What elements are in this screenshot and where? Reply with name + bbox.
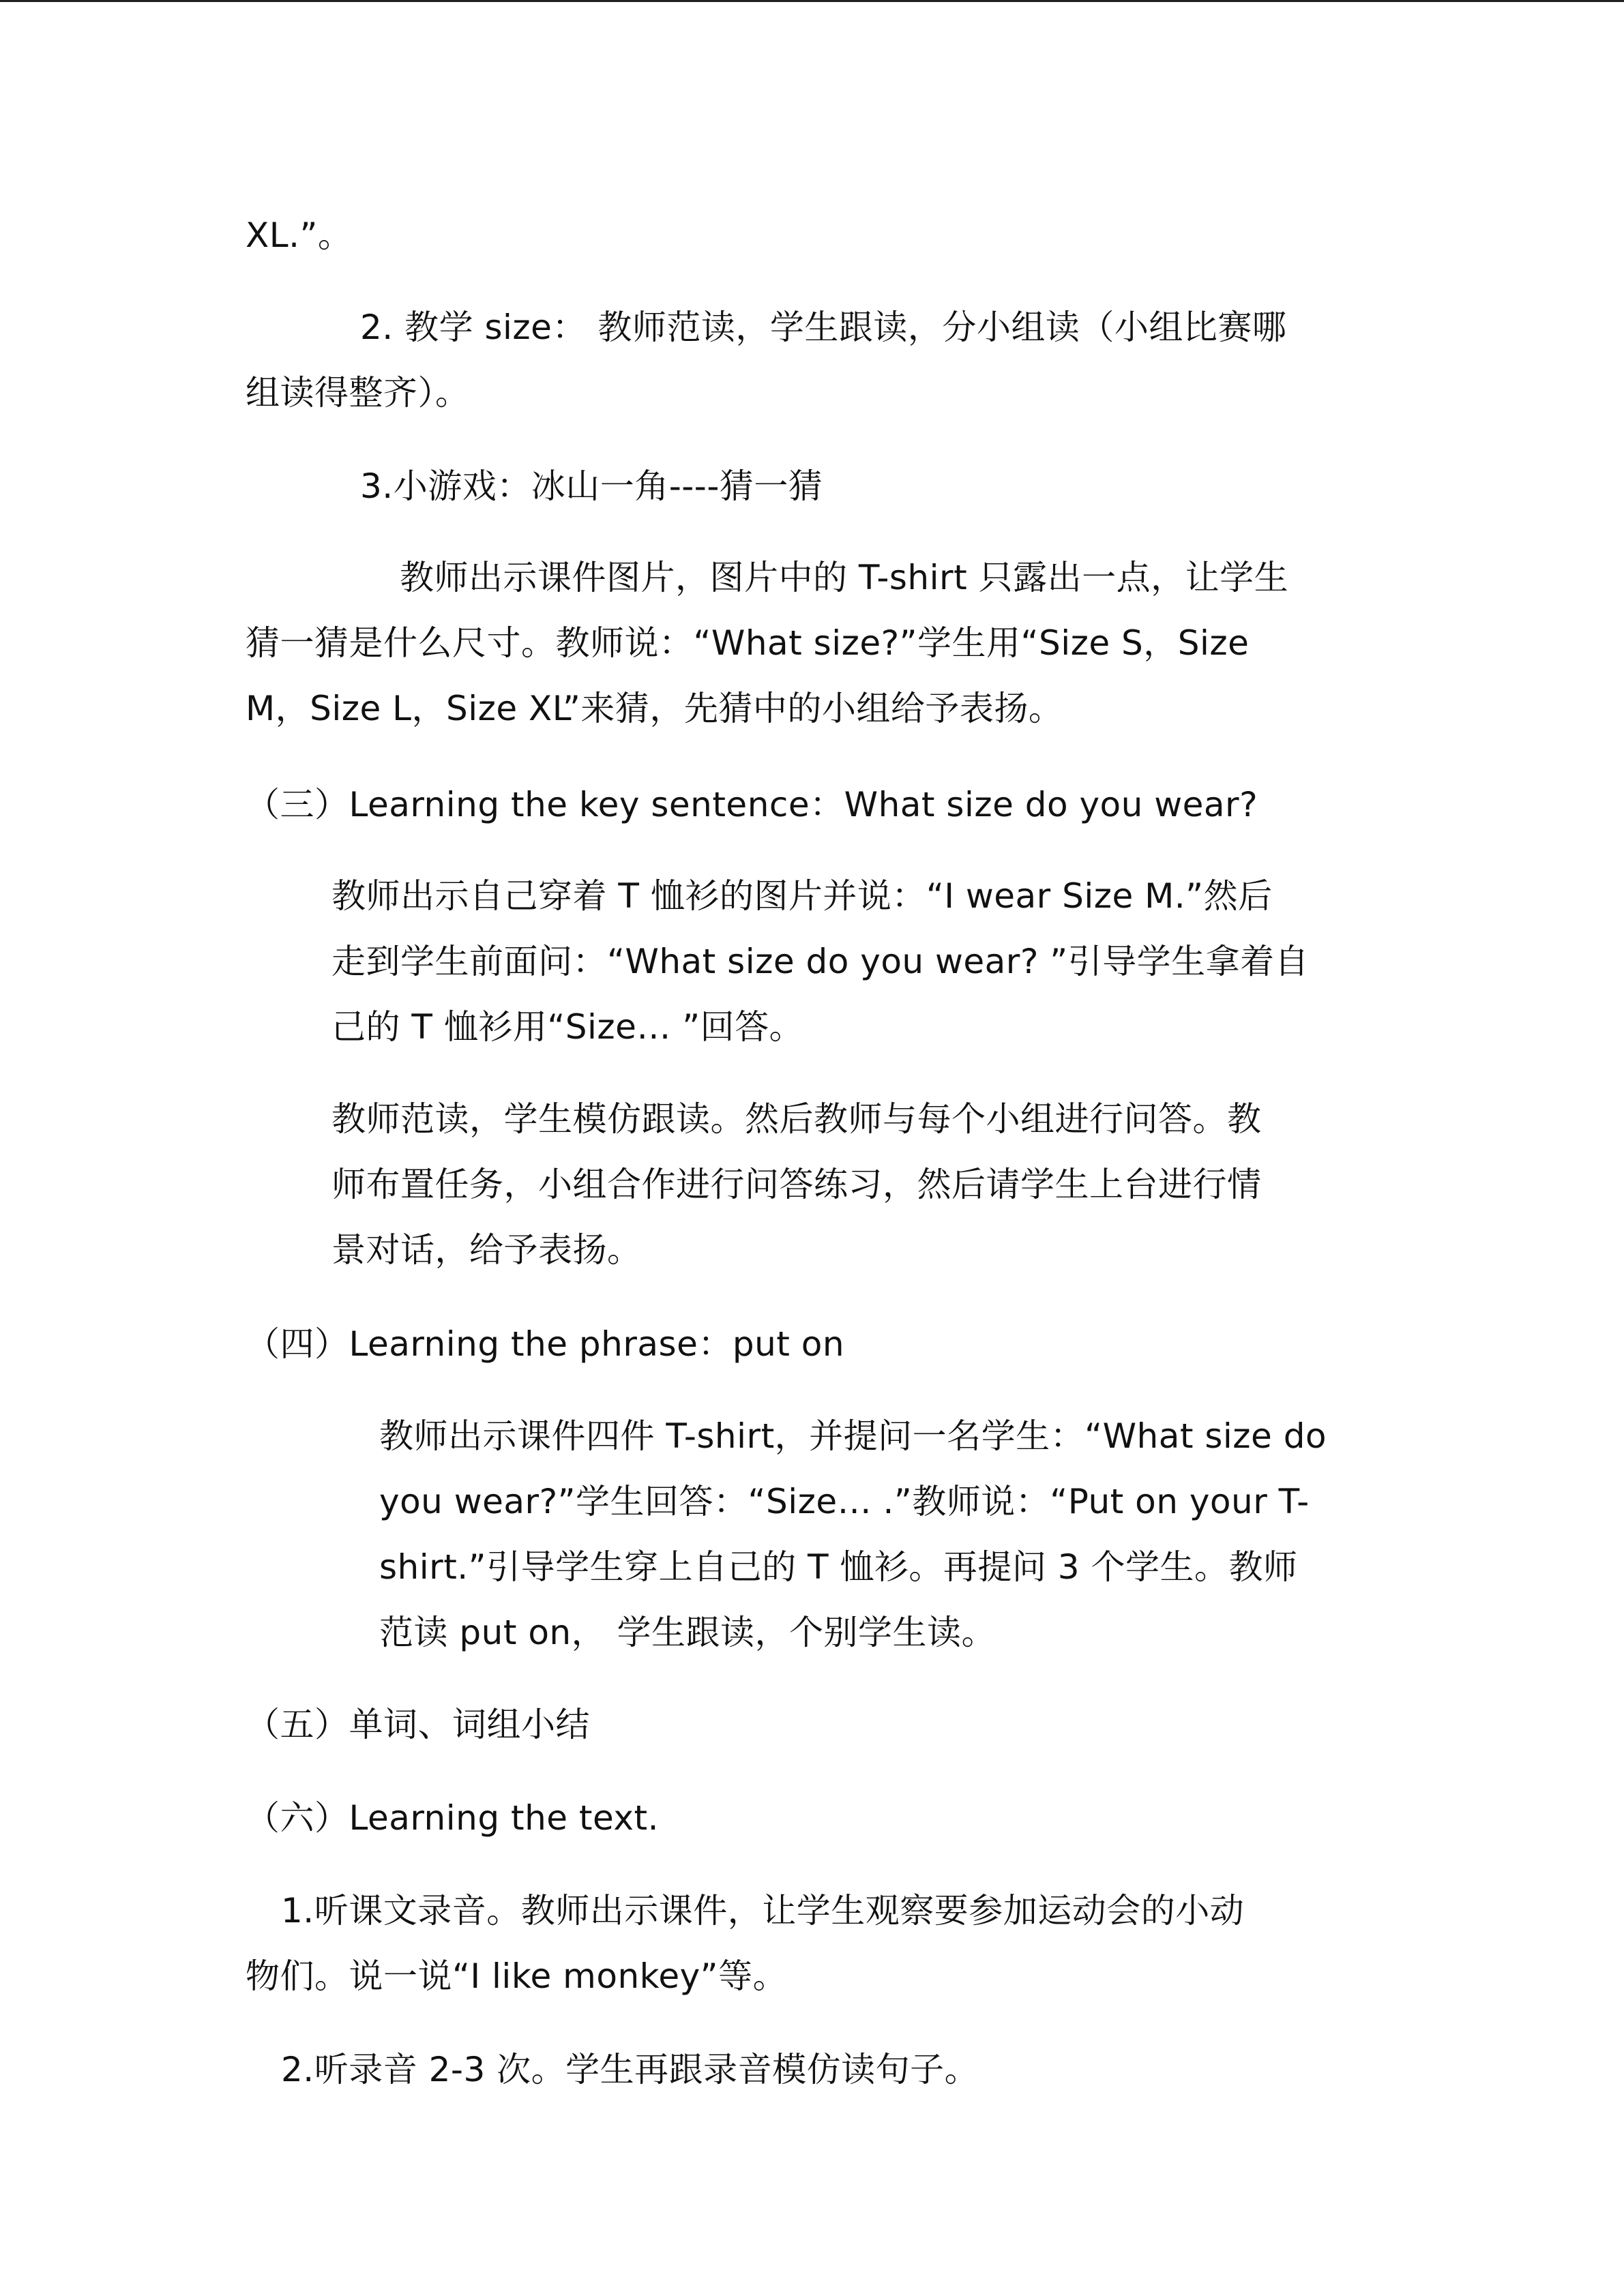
text-line: 物们。说一说“I like monkey”等。 <box>246 1956 788 1996</box>
text-line: 组读得整齐）。 <box>246 373 470 413</box>
section-heading-4: （四）Learning the phrase：put on <box>246 1324 845 1364</box>
text-line: 范读 put on， 学生跟读，个别学生读。 <box>379 1613 996 1652</box>
text-line-continuation: XL.”。 <box>246 215 353 255</box>
text-line: 景对话，给予表扬。 <box>331 1230 642 1270</box>
section-heading-6: （六）Learning the text. <box>246 1798 659 1838</box>
page-top-border <box>0 0 1624 2</box>
text-line-item-2: 2.听录音 2-3 次。学生再跟录音模仿读句子。 <box>281 2050 979 2089</box>
text-line: 教师出示课件四件 T-shirt，并提问一名学生：“What size do <box>379 1416 1327 1456</box>
section-heading-3: （三）Learning the key sentence：What size do you wear? <box>246 785 1258 824</box>
text-line: 走到学生前面问：“What size do you wear? ”引导学生拿着自 <box>331 942 1310 981</box>
text-line: you wear?”学生回答：“Size… .”教师说：“Put on your T- <box>379 1482 1310 1521</box>
text-line-item-2: 2. 教学 size： 教师范读，学生跟读，分小组读（小组比赛哪 <box>360 308 1287 347</box>
text-line: 教师范读，学生模仿跟读。然后教师与每个小组进行问答。教 <box>331 1099 1262 1139</box>
text-line: 己的 T 恤衫用“Size… ”回答。 <box>331 1007 804 1047</box>
text-line-item-3: 3.小游戏：冰山一角----猜一猜 <box>360 466 823 506</box>
text-line: 教师出示自己穿着 T 恤衫的图片并说：“I wear Size M.”然后 <box>331 876 1273 916</box>
section-heading-5: （五）单词、词组小结 <box>246 1705 590 1744</box>
text-line: M，Size L，Size XL”来猜，先猜中的小组给予表扬。 <box>246 689 1063 728</box>
text-line: 师布置任务，小组合作进行问答练习，然后请学生上台进行情 <box>331 1165 1262 1204</box>
text-line-item-1: 1.听课文录音。教师出示课件，让学生观察要参加运动会的小动 <box>281 1891 1245 1930</box>
text-line: shirt.”引导学生穿上自己的 T 恤衫。再提问 3 个学生。教师 <box>379 1547 1298 1587</box>
text-line: 猜一猜是什么尺寸。教师说：“What size?”学生用“Size S，Size <box>246 623 1250 663</box>
text-line-paragraph-start: 教师出示课件图片，图片中的 T-shirt 只露出一点，让学生 <box>400 558 1289 597</box>
